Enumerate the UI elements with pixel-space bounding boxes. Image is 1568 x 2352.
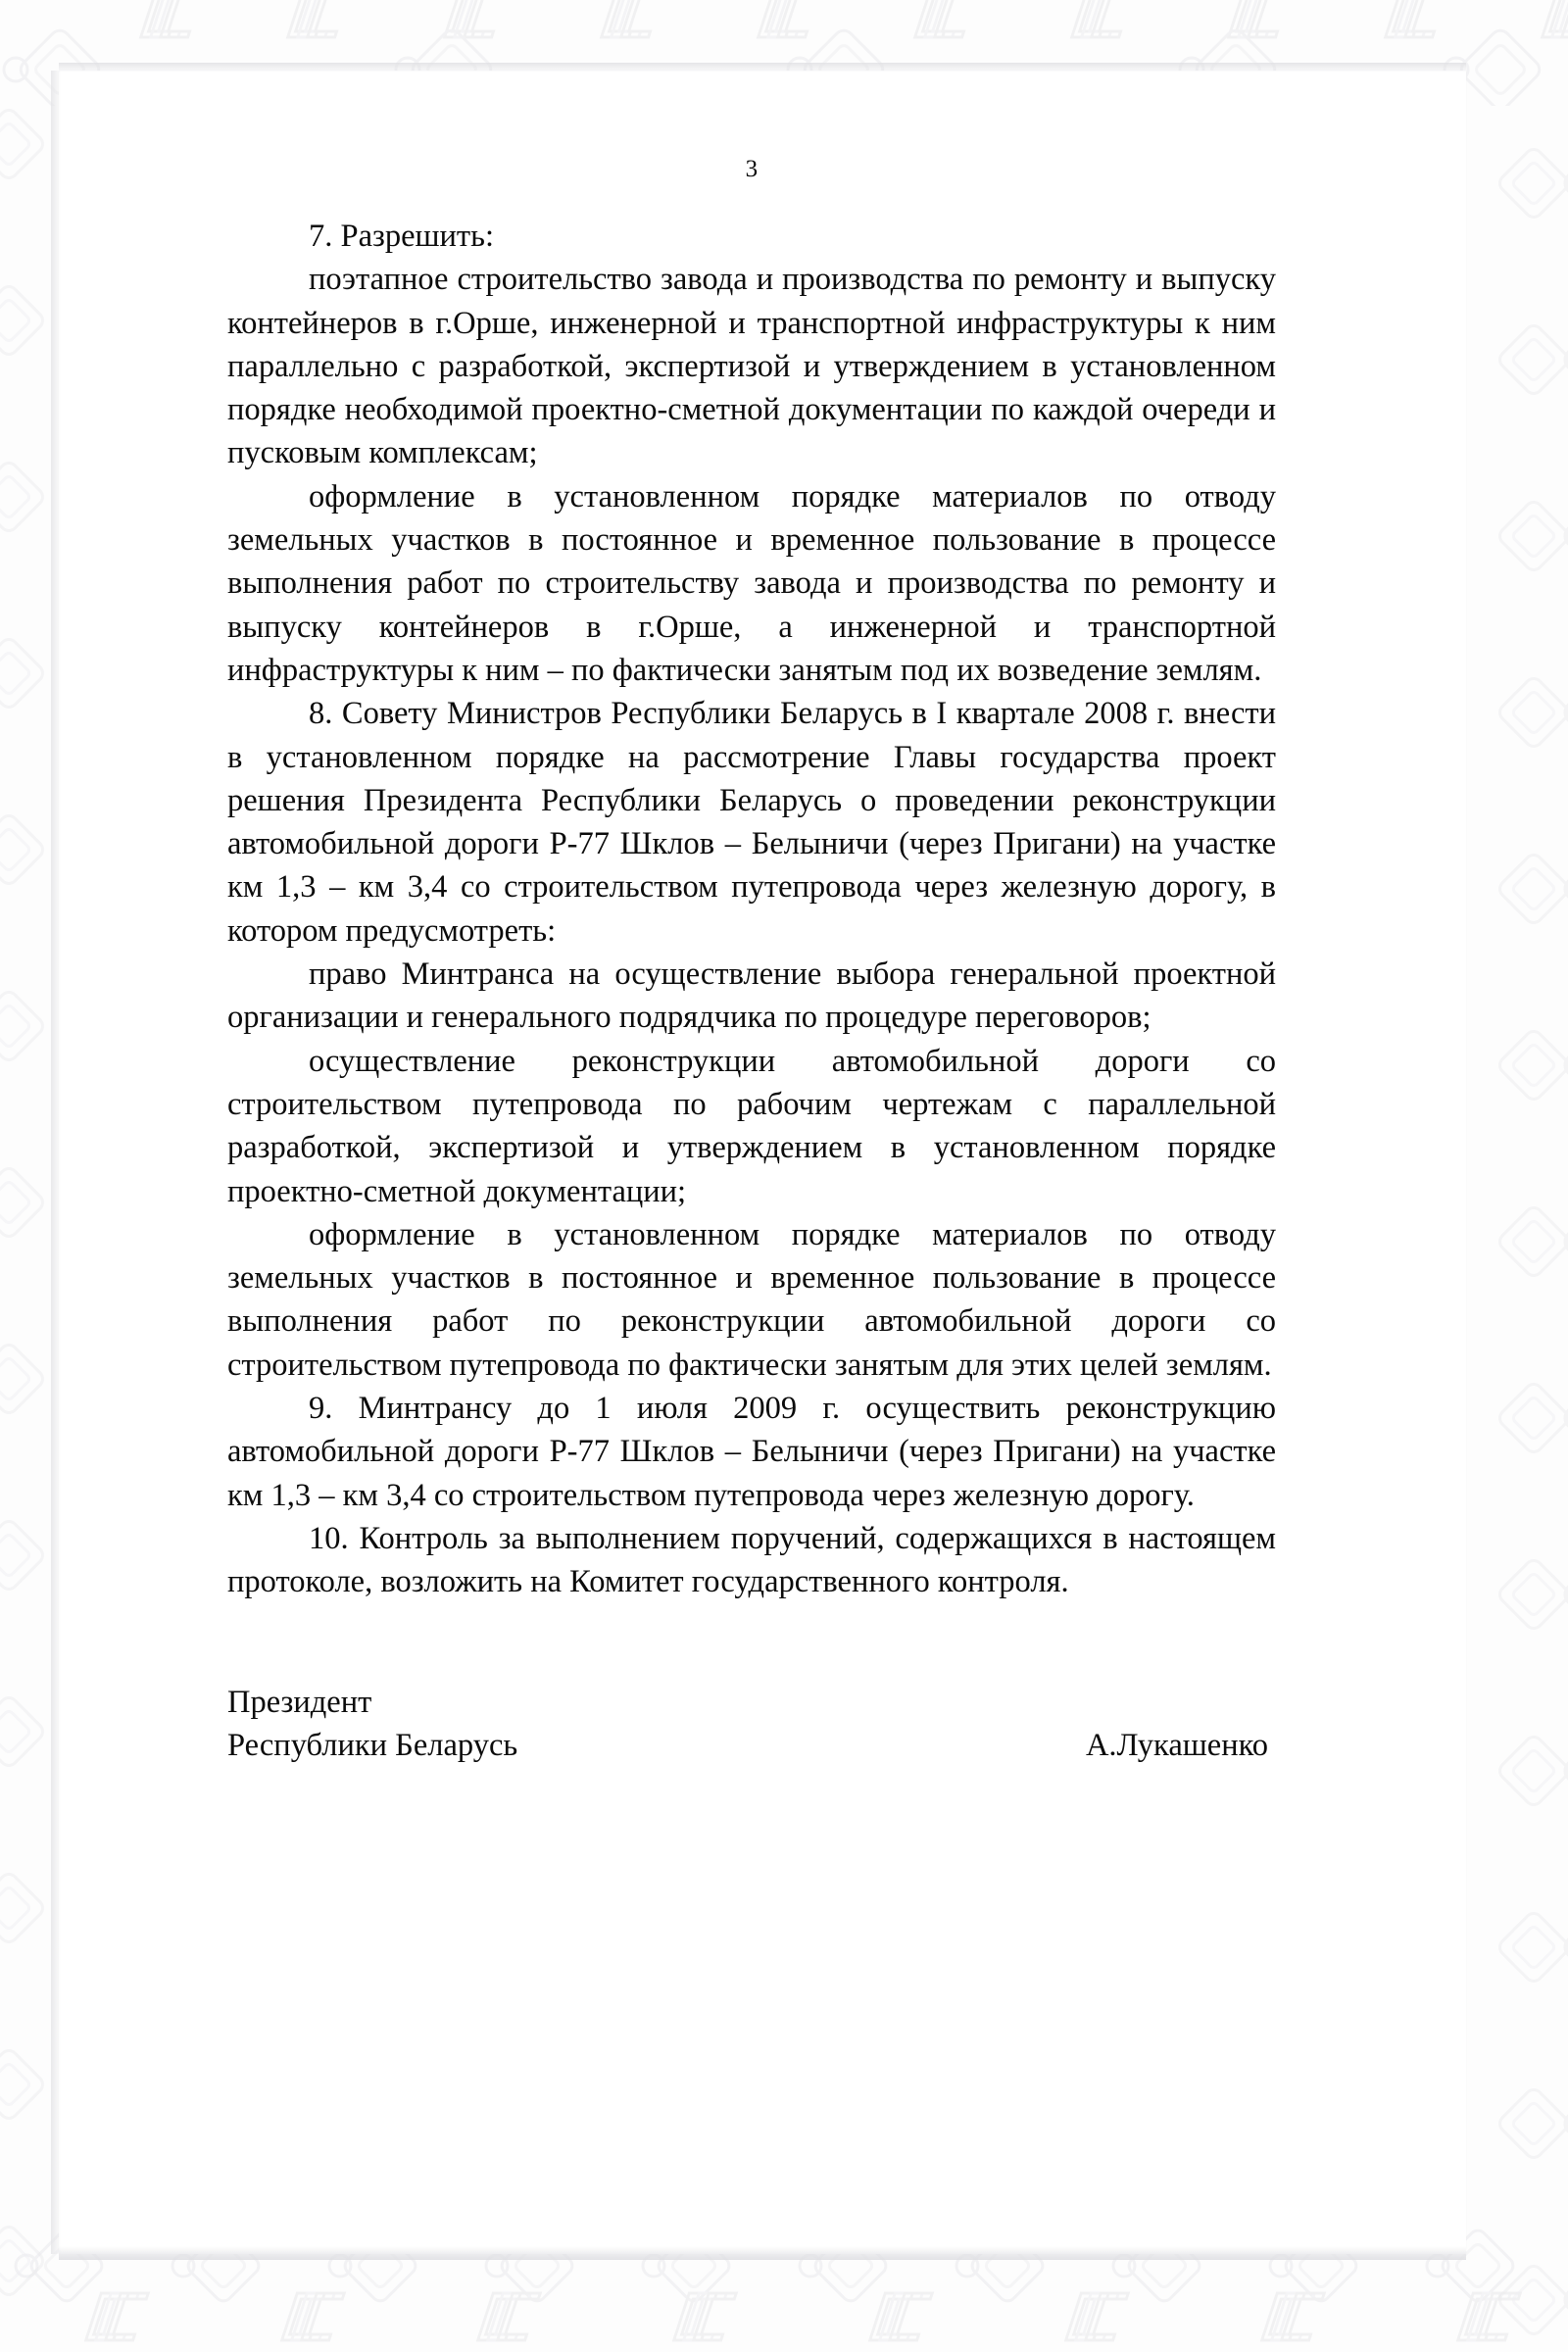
paper-edge-shadow-top xyxy=(59,63,1466,73)
paragraph-land-allocation-1: оформление в установленном порядке материалов по отводу земельных участков в постоянное и временное пользование в процессе выполнения работ по строительству завода и производства по ремонту и выпуску контейнеров в г.Орше, а инженерной и транспортной инфраструктуры к ним – по фактически занятым под их возведение землям. xyxy=(227,478,1276,688)
paragraph-item-10: 10. Контроль за выполнением поручений, содержащихся в настоящем протоколе, возложить на Комитет государственного контроля. xyxy=(227,1520,1276,1600)
paragraph-road-reconstruction: осуществление реконструкции автомобильной дороги со строительством путепровода по рабочим чертежам с параллельной разработкой, экспертизой и утверждением в установленном порядке проектно-сметной документации; xyxy=(227,1043,1276,1209)
paragraph-item-8: 8. Совету Министров Республики Беларусь в I квартале 2008 г. внести в установленном порядке на рассмотрение Главы государства проект решения Президента Республики Беларусь о проведении реконструкции автомобильной дороги Р-77 Шклов – Белыничи (через Пригани) на участке км 1,3 – км 3,4 со строительством путепровода через железную дорогу, в котором предусмотреть: xyxy=(227,696,1276,949)
document-body xyxy=(227,157,1276,1767)
watermark-band-right xyxy=(1450,0,1568,2352)
paper-edge-shadow-left xyxy=(51,71,61,2254)
paragraph-mintrans-right: право Минтранса на осуществление выбора генеральной проектной организации и генерального подрядчика по процедуре переговоров; xyxy=(227,956,1276,1036)
signatory-title xyxy=(227,1681,517,1768)
paragraph-phased-construction: поэтапное строительство завода и производства по ремонту и выпуску контейнеров в г.Орше, инженерной и транспортной инфраструктуры к ним параллельно с разработкой, экспертизой и утверждением в установленном порядке необходимой проектно-сметной документации по каждой очереди и пусковым комплексам; xyxy=(227,262,1276,471)
signatory-name: А.Лукашенко xyxy=(1085,1727,1268,1763)
signatory-title-line-2: Республики Беларусь xyxy=(227,1727,518,1763)
paper-edge-shadow-bottom xyxy=(59,2246,1466,2260)
paragraph-land-allocation-2: оформление в установленном порядке материалов по отводу земельных участков в постоянное и временное пользование в процессе выполнения работ по реконструкции автомобильной дороги со строительством путепровода по фактически занятым для этих целей землям. xyxy=(227,1216,1276,1383)
page-number: 3 xyxy=(745,156,759,182)
signatory-title-line-1: Президент xyxy=(227,1684,372,1720)
signature-block xyxy=(227,1681,1276,1768)
paragraph-item-7: 7. Разрешить: xyxy=(309,219,494,254)
paragraph-item-9: 9. Минтрансу до 1 июля 2009 г. осуществить реконструкцию автомобильной дороги Р-77 Шклов – Белыничи (через Пригани) на участке км 1,3 – км 3,4 со строительством путепровода через железную дорогу. xyxy=(227,1391,1276,1513)
